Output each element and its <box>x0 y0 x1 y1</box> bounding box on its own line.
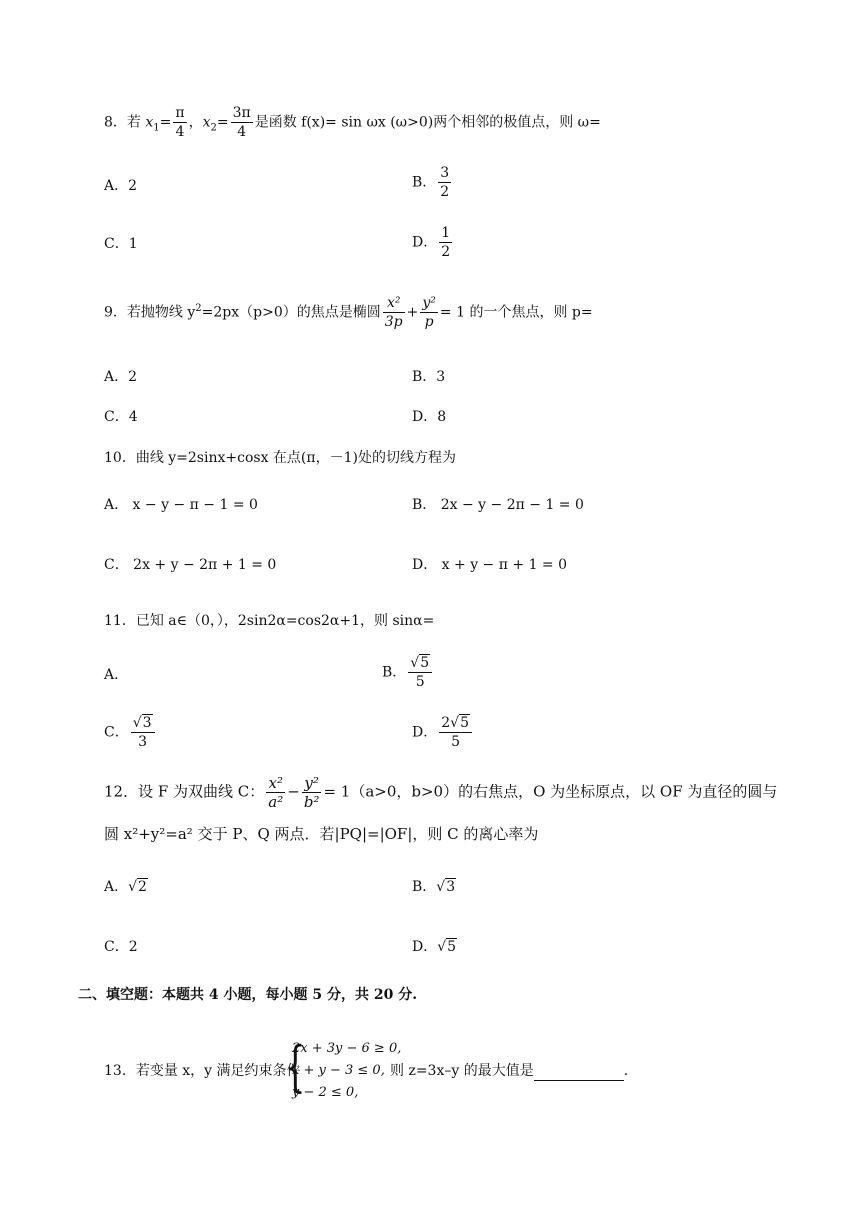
q11-option-c[interactable]: C． $\frac{√3}{3}$ <box>104 714 157 751</box>
question-13-prefix: 13．若变量 x，y 满足约束条件 <box>104 1063 301 1079</box>
question-13-suffix: 则 z=3x–y 的最大值是 . <box>390 1063 629 1079</box>
constraint-2: x + y − 3 ≤ 0, <box>292 1063 385 1078</box>
fraction-pi-over-4: $\frac{\pi}{4}$ <box>175 105 185 140</box>
sqrt-icon: √2 <box>128 879 147 895</box>
q9-option-d[interactable]: D．8 <box>412 409 447 425</box>
sqrt-icon: √5 <box>437 939 457 955</box>
q9-option-c[interactable]: C．4 <box>104 409 138 425</box>
question-8-number: 8．若 <box>104 114 146 131</box>
q12-option-c[interactable]: C．2 <box>104 939 138 955</box>
q11-option-d[interactable]: D． $\frac{2√5}{5}$ <box>412 714 474 751</box>
constraint-1: 2x + 3y − 6 ≥ 0, <box>292 1041 402 1056</box>
q12-option-d[interactable]: D．√5 <box>412 939 457 955</box>
question-10: 10．曲线 y=2sinx+cosx 在点(π，－1)处的切线方程为 <box>104 450 456 466</box>
q12-option-a[interactable]: A．√2 <box>104 879 147 895</box>
q10-option-a[interactable]: A． x − y − π − 1 = 0 <box>104 497 258 513</box>
q10-option-b[interactable]: B． 2x − y − 2π − 1 = 0 <box>412 497 584 513</box>
q11-option-b[interactable]: B． $\frac{√5}{5}$ <box>382 654 434 691</box>
q8-option-d[interactable]: D． $\frac{1}{2}$ <box>412 225 451 260</box>
q8-option-a[interactable]: A．2 <box>104 178 138 194</box>
q10-option-d[interactable]: D． x + y − π + 1 = 0 <box>412 557 568 573</box>
q11-option-a[interactable]: A． <box>104 667 129 683</box>
q8-option-c[interactable]: C．1 <box>104 236 138 252</box>
q9-option-a[interactable]: A．2 <box>104 369 138 385</box>
q8-option-b[interactable]: B． $\frac{3}{2}$ <box>412 165 450 200</box>
constraint-3: y − 2 ≤ 0, <box>292 1085 359 1100</box>
question-12-line-2: 圆 x²+y²=a² 交于 P、Q 两点．若|PQ|=|OF|，则 C 的离心率为 <box>104 825 539 843</box>
sqrt-icon: √5 <box>450 715 469 731</box>
question-8: 8．若 $x_1=$ $\frac{\pi}{4}$ ，$x_2=$ $\frac{3\pi}{4}$ 是函数 f(x)= sin ωx (ω>0)两个相邻的极值点，则 ω= <box>104 105 601 140</box>
sqrt-icon: √5 <box>410 655 430 671</box>
q10-option-c[interactable]: C． 2x + y − 2π + 1 = 0 <box>104 557 277 573</box>
q9-option-b[interactable]: B．3 <box>412 369 446 385</box>
question-12: 12．设 F 为双曲线 C： $\frac{\text{x²}}{\text{a²}}$ − $\frac{\text{y²}}{\text{b²}}$ = 1（a>0，b>0）的右焦点，O 为坐标原点，以 OF 为直径的圆与 <box>104 774 778 811</box>
answer-blank[interactable] <box>534 1066 624 1081</box>
fraction-3pi-over-4: $\frac{3\pi}{4}$ <box>232 105 251 140</box>
brace-icon: { <box>284 1035 306 1098</box>
question-9: 9．若抛物线 $y^2=2px(p>0)$的焦点是椭圆 $\frac{\text{x²}}{3p}$ + $\frac{\text{y²}}{p}$ = 1 的一个焦点，则 p= <box>104 295 593 330</box>
section-title-fill-in: 二、填空题：本题共 4 小题，每小题 5 分，共 20 分. <box>78 987 418 1003</box>
sqrt-icon: √3 <box>132 715 152 731</box>
question-8-stem: 是函数 f(x)= sin ωx (ω>0)两个相邻的极值点，则 ω= <box>254 114 601 131</box>
q12-option-b[interactable]: B．√3 <box>412 879 456 895</box>
sqrt-icon: √3 <box>436 879 456 895</box>
question-11: 11．已知 a∈（0，），2sin2α=cos2α+1，则 sinα= <box>104 613 435 629</box>
